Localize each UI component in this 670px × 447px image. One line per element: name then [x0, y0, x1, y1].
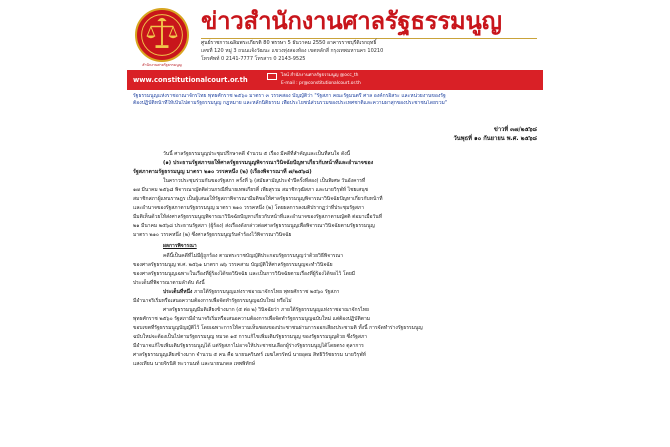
website-link[interactable]: www.constitutionalcourt.or.th — [133, 76, 248, 84]
address-line: ศูนย์ราชการเฉลิมพระเกียรติ 80 พรรษา 5 ธันวาคม 2550 อาคารราชบุรีดิเรกฤทธิ์ — [201, 40, 377, 46]
case-heading: รัฐสภาตามรัฐธรรมนูญ มาตรา ๒๑๐ วรรคหนึ่ง (๒) (เรื่องพิจารณาที่ ๗/๒๕๖๘) — [133, 169, 312, 175]
case-body-line: มาตรา ๒๑๐ วรรคหนึ่ง (๒) ซึ่งศาลรัฐธรรมนูญรับคำร้องไว้พิจารณาวินิจฉัย — [133, 232, 292, 238]
email-contact[interactable]: E-mail : pr@constitutionalcourt.or.th — [281, 81, 361, 86]
constitution-quote-line: รัฐธรรมนูญแห่งราชอาณาจักรไทย พุทธศักราช ๒๕๖๐ มาตรา ๓ วรรคสอง บัญญัติว่า "รัฐสภา คณะรัฐมนตรี ศาล องค์กรอิสระ และหน่วยงานของรัฐ — [133, 93, 446, 99]
case-body-line: ๒๑ มีนาคม ๒๕๖๘ ประธานรัฐสภา (ผู้ร้อง) ส่งเรื่องดังกล่าวต่อศาลรัฐธรรมนูญเพื่อพิจารณาวินิจฉัยตามรัฐธรรมนูญ — [133, 223, 375, 229]
final-body-line: พุทธศักราช ๒๕๖๐ รัฐสภามีอำนาจริเริ่มหรือเสนอความต้องการเพื่อจัดทำรัฐธรรมนูญฉบับใหม่ แต่ต้องปฏิบัติตาม — [133, 316, 371, 322]
constitution-quote-line: ต้องปฏิบัติหน้าที่ให้เป็นไปตามรัฐธรรมนูญ กฎหมาย และหลักนิติธรรม เพื่อประโยชน์ส่วนรวมของประเทศชาติและความผาสุกของประชาชนโดยรวม" — [133, 100, 448, 106]
final-body-line: ศาลรัฐธรรมนูญเสียงข้างมาก จำนวน ๕ คน คือ นายนครินทร์ เมฆไตรรัตน์ นายอุดม สิทธิวิรัชธรรม นายวิรุฬห์ — [133, 352, 366, 358]
news-date: วันพุธที่ ๑๐ กันยายน พ.ศ. ๒๕๖๘ — [453, 136, 537, 142]
case-body-line: และอำนาจของรัฐสภาตามรัฐธรรมนูญ มาตรา ๒๑๐ วรรคหนึ่ง (๒) โดยผลการลงมติปรากฏว่าที่ประชุมรัฐสภา — [133, 205, 365, 211]
case-body-line: สมาชิกสภาผู้แทนราษฎร เป็นผู้เสนอให้รัฐสภาพิจารณามีมติขอให้ศาลรัฐธรรมนูญพิจารณาวินิจฉัยปัญหาเกี่ยวกับหน้าที่ — [133, 196, 383, 202]
court-emblem-logo — [135, 8, 189, 62]
case-body-line: ๑๗ มีนาคม ๒๕๖๘ พิจารณาญัตติด่วนกรณีที่นายเทพเกียรติ์ เพียสุรวม สมาชิกวุฒิสภา และนายวิรุฬห์ ไชยเสนุช — [133, 187, 369, 193]
result-body-line: ของศาลรัฐธรรมนูญเฉพาะในเรื่องที่ผู้ร้องได้ขอวินิจฉัย และเป็นการวินิจฉัยตามเรื่องที่ผู้ร้องได้ขอไว้ โดยมี — [133, 271, 356, 277]
logo-caption: สำนักงานศาลรัฐธรรมนูญ — [142, 63, 182, 67]
result-body-line: ประเด็นที่พิจารณาตามลำดับ ดังนี้ — [133, 280, 205, 286]
issue-label: ประเด็นที่หนึ่ง — [163, 289, 193, 295]
issue-line: มีอำนาจริเริ่มหรือเสนอความต้องการเพื่อจัดทำรัฐธรรมนูญฉบับใหม่ หรือไม่ — [133, 298, 292, 304]
result-body-line: คดีนี้เป็นคดีที่ไม่มีผู้ถูกร้อง ตามพระราชบัญญัติประกอบรัฐธรรมนูญว่าด้วยวิธีพิจารณา — [163, 253, 344, 259]
final-body-line: มีอำนาจแก้ไขเพิ่มเติมรัฐธรรมนูญได้ แต่รัฐสภาไม่อาจให้ประชาชนเลือกผู้ร่างรัฐธรรมนูญได้โดยตรง ตุลาการ — [133, 343, 364, 349]
contact-band — [127, 70, 543, 90]
case-body-line: ในคราวประชุมร่วมกันของรัฐสภา ครั้งที่ ๖ (สมัยสามัญประจำปีครั้งที่สอง) เป็นพิเศษ วันอังคารที่ — [163, 178, 366, 184]
opening-paragraph: วันนี้ ศาลรัฐธรรมนูญประชุมปรึกษาคดี จำนวน ๕ เรื่อง มีคดีที่สำคัญและเป็นที่สนใจ ดังนี้ — [163, 151, 351, 157]
page-title: ข่าวสำนักงานศาลรัฐธรรมนูญ — [201, 7, 502, 35]
case-heading: (๑) ประธานรัฐสภาขอให้ศาลรัฐธรรมนูญพิจารณาวินิจฉัยปัญหาเกี่ยวกับหน้าที่และอำนาจของ — [163, 160, 374, 166]
case-body-line: มีมติเห็นด้วยให้ส่งศาลรัฐธรรมนูญพิจารณาวินิจฉัยปัญหาเกี่ยวกับหน้าที่และอำนาจของรัฐสภาตามญัตติ ต่อมาเมื่อวันที่ — [133, 214, 383, 220]
result-body-line: ของศาลรัฐธรรมนูญ พ.ศ. ๒๕๖๑ มาตรา ๗๖ วรรคสาม บัญญัติให้ศาลรัฐธรรมนูญจะทำวินิจฉัย — [133, 262, 333, 268]
issue-text: ภายใต้รัฐธรรมนูญแห่งราชอาณาจักรไทย พุทธศักราช ๒๕๖๐ รัฐสภา — [192, 289, 340, 295]
mail-icon — [267, 73, 277, 80]
phone-fax-line: โทรศัพท์ 0 2141-7777 โทรสาร 0 2143-9525 — [201, 56, 306, 62]
scales-of-justice-icon — [137, 10, 187, 60]
press-release-page — [127, 0, 543, 447]
final-body-line: ขอบเขตที่รัฐธรรมนูญบัญญัติไว้ โดยเฉพาะการให้ความเห็นชอบของประชาชนผ่านการออกเสียงประชามติ ทั้งนี้ การจัดทำร่างรัฐธรรมนูญ — [133, 325, 423, 331]
final-body-line: ศาลรัฐธรรมนูญมีมติเสียงข้างมาก (๕ ต่อ ๒) วินิจฉัยว่า ภายใต้รัฐธรรมนูญแห่งราชอาณาจักรไทย — [163, 307, 369, 313]
final-body-line: แสงเทียน นายจิรนิติ หะวานนท์ และนายนภดล เทพพิทักษ์ — [133, 361, 255, 367]
line-contact[interactable]: ไลน์ สำนักงานศาลรัฐธรรมนูญ @occ_th — [281, 73, 359, 78]
news-number: ข่าวที่ ๓๗/๒๕๖๘ — [493, 127, 537, 133]
address-line: เลขที่ 120 หมู่ 3 ถนนแจ้งวัฒนะ แขวงทุ่งสองห้อง เขตหลักสี่ กรุงเทพมหานคร 10210 — [201, 48, 384, 54]
final-body-line: ฉบับใหม่จะต้องเป็นไปตามรัฐธรรมนูญ หมวด ๑๕ การแก้ไขเพิ่มเติมรัฐธรรมนูญ ของรัฐธรรมนูญด้วย ซึ่งรัฐสภา — [133, 334, 368, 340]
issue-line — [133, 288, 537, 297]
result-heading: ผลการพิจารณา — [163, 243, 197, 249]
